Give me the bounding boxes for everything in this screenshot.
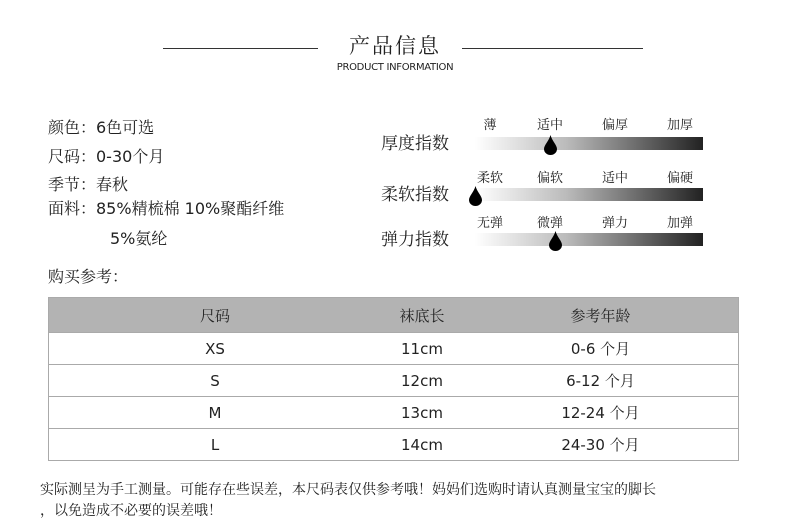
size-table (48, 297, 739, 461)
purchase-reference-label: 购买参考： (48, 267, 129, 286)
table-cell: 14cm (381, 429, 463, 461)
index-level-label: 加弹 (666, 216, 693, 231)
index-level-label: 弹力 (601, 216, 628, 231)
page-title: 产品信息 (349, 34, 441, 58)
index-level-label: 微弹 (536, 216, 563, 231)
table-row (49, 365, 739, 397)
index-level-label: 加厚 (666, 118, 693, 133)
table-cell: XS (49, 333, 382, 365)
spec-size: 尺码：0-30个月 (48, 147, 165, 166)
drop-marker-icon (544, 135, 557, 155)
spec-material-2: 5%氨纶 (110, 229, 168, 248)
table-cell: L (49, 429, 382, 461)
index-level-label: 薄 (483, 118, 497, 133)
index-level-label: 柔软 (476, 171, 503, 186)
index-level-label: 偏厚 (601, 118, 628, 133)
index-gradient-bar (475, 137, 703, 150)
drop-marker-icon (549, 231, 562, 251)
table-cell: 11cm (381, 333, 463, 365)
note-line-2: ，以免造成不必要的误差哦！ (40, 503, 222, 519)
index-level-label: 无弹 (476, 216, 503, 231)
table-cell: 12-24 个月 (463, 397, 739, 429)
header-size: 尺码 (49, 298, 382, 333)
table-cell: 6-12 个月 (463, 365, 739, 397)
index-gradient-bar (475, 188, 703, 201)
table-cell: S (49, 365, 382, 397)
index-level-label: 适中 (536, 118, 563, 133)
table-cell: 24-30 个月 (463, 429, 739, 461)
spec-season: 季节：春秋 (48, 175, 129, 194)
index-label: 柔软指数 (381, 185, 449, 205)
table-row (49, 397, 739, 429)
table-cell: 13cm (381, 397, 463, 429)
table-row (49, 429, 739, 461)
drop-marker-icon (469, 186, 482, 206)
index-level-label: 适中 (601, 171, 628, 186)
note-line-1: 实际测呈为手工测量。可能存在些误差，本尺码表仅供参考哦！妈妈们选购时请认真测量宝宝的脚长 (40, 482, 656, 498)
page-subtitle: PRODUCT INFORMATION (336, 62, 454, 73)
spec-color: 颜色：6色可选 (48, 118, 155, 137)
table-cell: 12cm (381, 365, 463, 397)
index-level-label: 偏软 (536, 171, 563, 186)
index-level-label: 偏硬 (666, 171, 693, 186)
index-label: 弹力指数 (381, 230, 449, 250)
table-header-row (49, 298, 739, 333)
table-row (49, 333, 739, 365)
index-gradient-bar (475, 233, 703, 246)
index-label: 厚度指数 (381, 134, 449, 154)
spec-material: 面料：85%精梳棉 10%聚酯纤维 (48, 199, 285, 218)
table-cell: M (49, 397, 382, 429)
header-sole-length: 袜底长 (381, 298, 463, 333)
table-cell: 0-6 个月 (463, 333, 739, 365)
header-age: 参考年龄 (463, 298, 739, 333)
